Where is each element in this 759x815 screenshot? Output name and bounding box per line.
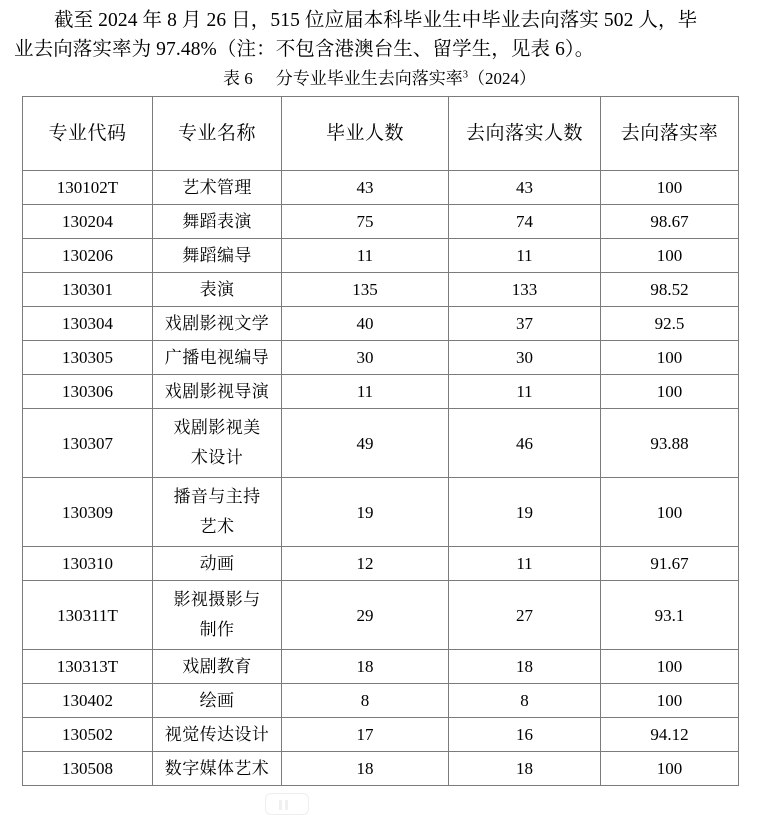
cell-major-name-text: 表演 [199, 280, 235, 299]
artifact-bars-icon [279, 800, 288, 810]
cell-graduates [282, 307, 449, 341]
cell-major-name-text: 播音与主持艺术 [173, 487, 261, 536]
table-row [23, 718, 739, 752]
cell-graduates [282, 409, 449, 478]
cell-placed-text: 18 [516, 657, 533, 676]
cell-major-name-text: 戏剧影视导演 [164, 382, 270, 401]
cell-major-name [153, 341, 282, 375]
cell-graduates-text: 19 [356, 502, 374, 522]
caption-title: 分专业毕业生去向落实率 [275, 69, 463, 88]
cell-placed [449, 239, 601, 273]
cell-major-code-text: 130311T [57, 605, 118, 625]
cell-rate-text: 92.5 [654, 314, 685, 333]
cell-graduates-text: 11 [356, 246, 374, 265]
cell-placed [449, 650, 601, 684]
cell-major-name [153, 375, 282, 409]
cell-rate [601, 478, 739, 547]
table-row [23, 273, 739, 307]
cell-rate [601, 341, 739, 375]
column-header-graduates: 毕业人数 [282, 97, 449, 171]
table-container [0, 96, 759, 786]
table-row [23, 650, 739, 684]
cell-rate-text: 100 [656, 348, 683, 367]
table-caption [0, 64, 759, 96]
table-row [23, 547, 739, 581]
cell-graduates-text: 18 [356, 759, 374, 778]
cell-major-name [153, 684, 282, 718]
table-row [23, 205, 739, 239]
cell-rate-text: 100 [656, 691, 683, 710]
cell-major-code-text: 130304 [62, 314, 113, 333]
table-row [23, 581, 739, 650]
cell-major-code-text: 130306 [62, 382, 113, 401]
cell-major-code-text: 130309 [62, 502, 113, 522]
cell-graduates [282, 547, 449, 581]
table-row [23, 239, 739, 273]
cell-placed-text: 11 [516, 554, 533, 573]
table-row [23, 307, 739, 341]
cell-rate [601, 273, 739, 307]
cell-major-name-text: 舞蹈编导 [182, 246, 252, 265]
cell-rate [601, 171, 739, 205]
cell-major-code-text: 130502 [62, 725, 113, 744]
cell-graduates [282, 752, 449, 786]
cell-rate [601, 581, 739, 650]
cell-rate-text: 100 [656, 382, 683, 401]
cell-graduates-text: 40 [356, 314, 374, 333]
cell-placed-text: 27 [516, 605, 533, 625]
caption-year: （2024） [467, 69, 536, 88]
cell-graduates [282, 239, 449, 273]
cell-major-name [153, 752, 282, 786]
cell-major-code-text: 130204 [62, 212, 113, 231]
cell-rate-text: 94.12 [650, 725, 689, 744]
cell-graduates-text: 12 [356, 554, 374, 573]
cell-major-name [153, 409, 282, 478]
cell-placed-text: 133 [511, 280, 538, 299]
cell-rate [601, 409, 739, 478]
cell-major-code [23, 205, 153, 239]
cell-rate-text: 100 [656, 178, 683, 197]
table-row [23, 409, 739, 478]
cell-placed-text: 11 [516, 246, 533, 265]
cell-major-name-text: 数字媒体艺术 [164, 759, 270, 778]
intro-line-1: 截至 2024 年 8 月 26 日，515 位应届本科毕业生中毕业去向落实 502 人，毕 [53, 10, 698, 31]
cell-placed-text: 46 [516, 433, 533, 453]
cell-major-code [23, 307, 153, 341]
cell-graduates-text: 30 [356, 348, 374, 367]
cell-rate-text: 100 [656, 246, 683, 265]
cell-graduates-text: 11 [356, 382, 374, 401]
cell-graduates [282, 684, 449, 718]
cell-rate-text: 93.88 [650, 433, 689, 453]
placement-rate-table [22, 96, 739, 786]
cell-major-code-text: 130305 [62, 348, 113, 367]
cell-rate [601, 547, 739, 581]
cell-graduates-text: 49 [356, 433, 374, 453]
cell-major-name [153, 273, 282, 307]
cell-major-name-text: 动画 [199, 554, 235, 573]
cell-rate-text: 98.67 [650, 212, 689, 231]
cell-graduates-text: 29 [356, 605, 374, 625]
cell-placed-text: 30 [516, 348, 533, 367]
table-header-row [23, 97, 739, 171]
cell-major-name [153, 171, 282, 205]
cell-major-code [23, 752, 153, 786]
cell-placed [449, 205, 601, 239]
cell-major-code-text: 130301 [62, 280, 113, 299]
cell-rate [601, 718, 739, 752]
cell-placed-text: 19 [516, 502, 533, 522]
table-row [23, 375, 739, 409]
cell-placed-text: 8 [520, 691, 529, 710]
cell-major-name-text: 影视摄影与制作 [173, 590, 261, 639]
table-row [23, 341, 739, 375]
table-row [23, 478, 739, 547]
cell-placed-text: 18 [516, 759, 533, 778]
cell-graduates [282, 650, 449, 684]
cell-major-name-text: 戏剧影视美术设计 [173, 418, 261, 467]
cell-major-code [23, 684, 153, 718]
cell-placed-text: 43 [516, 178, 533, 197]
cell-major-code [23, 171, 153, 205]
cell-placed [449, 752, 601, 786]
cell-major-code [23, 718, 153, 752]
cell-major-code [23, 409, 153, 478]
cell-graduates-text: 75 [356, 212, 374, 231]
cell-placed [449, 375, 601, 409]
cell-placed [449, 684, 601, 718]
intro-line-2: 业去向落实率为 97.48%（注：不包含港澳台生、留学生，见表 6）。 [14, 39, 595, 60]
cell-graduates [282, 205, 449, 239]
cell-major-code [23, 650, 153, 684]
cell-placed-text: 74 [516, 212, 533, 231]
cell-major-code [23, 239, 153, 273]
cell-placed [449, 171, 601, 205]
cell-major-code [23, 341, 153, 375]
cell-major-name [153, 205, 282, 239]
table-row [23, 171, 739, 205]
cell-graduates [282, 171, 449, 205]
cell-major-name-text: 广播电视编导 [164, 348, 270, 367]
intro-paragraph [0, 0, 759, 64]
cell-graduates-text: 8 [360, 691, 370, 710]
cell-major-code-text: 130206 [62, 246, 113, 265]
cell-graduates [282, 375, 449, 409]
cell-rate-text: 100 [656, 502, 683, 522]
cell-major-name [153, 581, 282, 650]
cell-placed [449, 341, 601, 375]
cell-placed-text: 16 [516, 725, 533, 744]
cell-rate [601, 375, 739, 409]
cell-placed-text: 11 [516, 382, 533, 401]
table-row [23, 684, 739, 718]
cell-major-code [23, 273, 153, 307]
cell-graduates [282, 341, 449, 375]
cell-rate-text: 93.1 [654, 605, 685, 625]
cell-major-name-text: 视觉传达设计 [164, 725, 270, 744]
cell-major-code-text: 130313T [56, 657, 119, 676]
cell-rate [601, 239, 739, 273]
cell-rate [601, 205, 739, 239]
cell-major-name-text: 绘画 [199, 691, 235, 710]
cell-major-code [23, 375, 153, 409]
cell-major-name-text: 舞蹈表演 [182, 212, 252, 231]
cell-major-code [23, 581, 153, 650]
cell-rate-text: 100 [656, 759, 683, 778]
cell-major-name [153, 650, 282, 684]
cell-graduates [282, 273, 449, 307]
cell-placed [449, 478, 601, 547]
cell-major-code-text: 130508 [62, 759, 113, 778]
table-row [23, 752, 739, 786]
cell-graduates [282, 581, 449, 650]
table-body [23, 171, 739, 786]
cell-major-name-text: 艺术管理 [182, 178, 252, 197]
cell-major-code-text: 130102T [56, 178, 119, 197]
cell-rate-text: 98.52 [650, 280, 689, 299]
cell-rate-text: 91.67 [650, 554, 689, 573]
cell-graduates-text: 17 [356, 725, 374, 744]
cell-major-code [23, 547, 153, 581]
cell-major-code-text: 130307 [62, 433, 113, 453]
cell-placed [449, 718, 601, 752]
page-bottom-artifact [265, 793, 309, 815]
cell-major-name [153, 718, 282, 752]
cell-major-name [153, 547, 282, 581]
cell-graduates-text: 18 [356, 657, 374, 676]
column-header-rate: 去向落实率 [601, 97, 739, 171]
cell-placed [449, 273, 601, 307]
cell-graduates [282, 478, 449, 547]
cell-major-code-text: 130310 [62, 554, 113, 573]
cell-placed [449, 307, 601, 341]
cell-rate [601, 684, 739, 718]
cell-graduates [282, 718, 449, 752]
cell-major-name [153, 239, 282, 273]
caption-footnote-marker: 3 [462, 69, 468, 81]
cell-placed [449, 409, 601, 478]
column-header-major-name: 专业名称 [153, 97, 282, 171]
cell-rate [601, 752, 739, 786]
table-head [23, 97, 739, 171]
column-header-placed: 去向落实人数 [449, 97, 601, 171]
column-header-major-code: 专业代码 [23, 97, 153, 171]
cell-major-name [153, 478, 282, 547]
cell-major-code-text: 130402 [62, 691, 113, 710]
cell-graduates-text: 43 [356, 178, 374, 197]
cell-rate-text: 100 [656, 657, 683, 676]
cell-rate [601, 307, 739, 341]
cell-placed [449, 581, 601, 650]
cell-major-name-text: 戏剧教育 [182, 657, 252, 676]
cell-major-code [23, 478, 153, 547]
cell-graduates-text: 135 [352, 280, 378, 299]
cell-placed-text: 37 [516, 314, 533, 333]
cell-major-name [153, 307, 282, 341]
cell-placed [449, 547, 601, 581]
cell-major-name-text: 戏剧影视文学 [164, 314, 270, 333]
cell-rate [601, 650, 739, 684]
caption-label: 表 6 [223, 69, 253, 88]
